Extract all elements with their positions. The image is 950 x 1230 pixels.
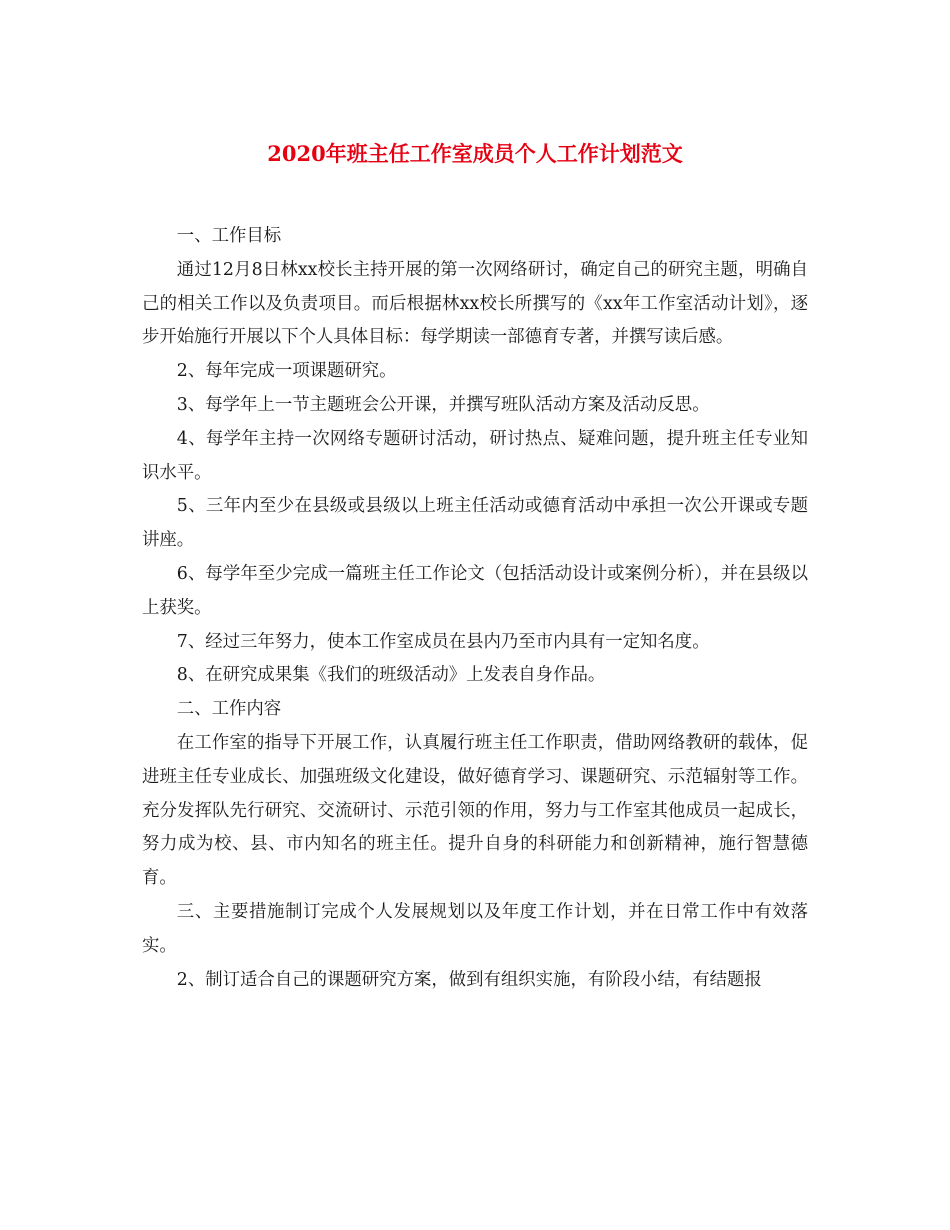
section-heading-goals: 一、工作目标	[176, 226, 282, 246]
list-item-goal-4: 4、每学年主持一次网络专题研讨活动，研讨热点、疑难问题，提升班主任专业知识水平。	[142, 428, 808, 483]
list-item-goal-5: 5、三年内至少在县级或县级以上班主任活动或德育活动中承担一次公开课或专题讲座。	[142, 496, 808, 551]
paragraph-goals-intro: 通过12月8日林xx校长主持开展的第一次网络研讨，确定自己的研究主题，明确自己的相关工作以及负责项目。而后根据林xx校长所撰写的《xx年工作室活动计划》，逐步开始施行开展以下个人具体目标：每学期读一部德育专著，并撰写读后感。	[142, 259, 808, 348]
paragraph-content: 在工作室的指导下开展工作，认真履行班主任工作职责，借助网络教研的载体，促进班主任专业成长、加强班级文化建设，做好德育学习、课题研究、示范辐射等工作。充分发挥队先行研究、交流研讨、示范引领的作用，努力与工作室其他成员一起成长，努力成为校、县、市内知名的班主任。提升自身的科研能力和创新精神，施行智慧德育。	[142, 732, 808, 889]
section-heading-content: 二、工作内容	[176, 699, 282, 720]
list-item-goal-8: 8、在研究成果集《我们的班级活动》上发表自身作品。	[176, 665, 606, 686]
list-item-goal-3: 3、每学年上一节主题班会公开课，并撰写班队活动方案及活动反思。	[176, 394, 710, 415]
list-item-measure-2: 2、制订适合自己的课题研究方案，做到有组织实施，有阶段小结，有结题报	[176, 969, 762, 990]
section-heading-measures: 三、主要措施制订完成个人发展规划以及年度工作计划，并在日常工作中有效落实。	[142, 901, 808, 956]
document-body	[142, 220, 808, 997]
document-title: 2020年班主任工作室成员个人工作计划范文	[267, 141, 683, 166]
list-item-goal-7: 7、经过三年努力，使本工作室成员在县内乃至市内具有一定知名度。	[176, 631, 710, 652]
list-item-goal-6: 6、每学年至少完成一篇班主任工作论文（包括活动设计或案例分析），并在县级以上获奖。	[142, 563, 808, 618]
list-item-goal-2: 2、每年完成一项课题研究。	[176, 361, 397, 382]
